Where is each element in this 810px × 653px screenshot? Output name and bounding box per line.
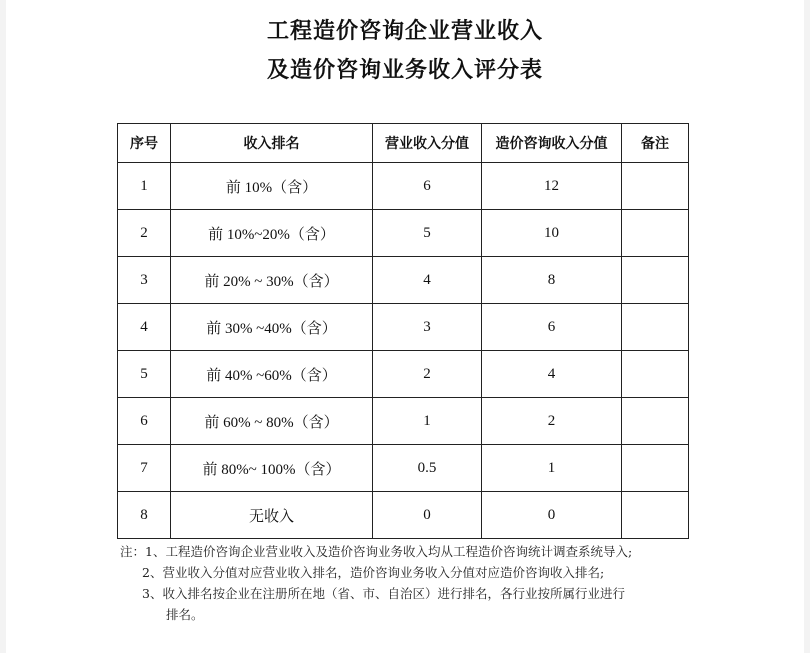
note-line-4: 排名。: [166, 607, 204, 622]
cell-business-score: 3: [373, 304, 482, 351]
note-text-1: 1、工程造价咨询企业营业收入及造价咨询业务收入均从工程造价咨询统计调查系统导入;: [145, 544, 633, 559]
cell-index: 4: [118, 304, 171, 351]
cell-index: 7: [118, 445, 171, 492]
header-business-score: 营业收入分值: [373, 124, 482, 163]
cell-remark: [622, 445, 689, 492]
cell-index: 6: [118, 398, 171, 445]
cell-consulting-score: 6: [482, 304, 622, 351]
cell-remark: [622, 257, 689, 304]
cell-remark: [622, 492, 689, 539]
table-row: [118, 257, 689, 304]
cell-rank: 前 20% ~ 30%（含）: [171, 257, 373, 304]
cell-rank: 前 80%~ 100%（含）: [171, 445, 373, 492]
cell-consulting-score: 12: [482, 163, 622, 210]
cell-rank: 前 10%（含）: [171, 163, 373, 210]
cell-consulting-score: 0: [482, 492, 622, 539]
note-prefix: 注：: [120, 544, 146, 559]
cell-index: 5: [118, 351, 171, 398]
cell-rank: 无收入: [171, 492, 373, 539]
header-consulting-score: 造价咨询收入分值: [482, 124, 622, 163]
cell-consulting-score: 8: [482, 257, 622, 304]
note-line-1: [120, 541, 700, 562]
cell-business-score: 6: [373, 163, 482, 210]
note-line-3: 3、收入排名按企业在注册所在地（省、市、自治区）进行排名，各行业按所属行业进行: [142, 586, 625, 601]
table-row: [118, 492, 689, 539]
cell-business-score: 4: [373, 257, 482, 304]
cell-index: 2: [118, 210, 171, 257]
cell-remark: [622, 304, 689, 351]
table-row: [118, 445, 689, 492]
score-table: [117, 123, 689, 539]
note-line-2: 2、营业收入分值对应营业收入排名，造价咨询业务收入分值对应造价咨询收入排名;: [142, 565, 605, 580]
header-rank: 收入排名: [171, 124, 373, 163]
cell-business-score: 0: [373, 492, 482, 539]
document-title-line1: 工程造价咨询企业营业收入: [266, 18, 543, 44]
cell-business-score: 0.5: [373, 445, 482, 492]
table-row: [118, 210, 689, 257]
document-title-line2: 及造价咨询业务收入评分表: [266, 57, 543, 83]
cell-index: 1: [118, 163, 171, 210]
cell-rank: 前 60% ~ 80%（含）: [171, 398, 373, 445]
cell-rank: 前 40% ~60%（含）: [171, 351, 373, 398]
cell-remark: [622, 398, 689, 445]
cell-index: 8: [118, 492, 171, 539]
cell-remark: [622, 210, 689, 257]
table-row: [118, 351, 689, 398]
cell-business-score: 5: [373, 210, 482, 257]
cell-business-score: 1: [373, 398, 482, 445]
table-header-row: [118, 124, 689, 163]
cell-remark: [622, 163, 689, 210]
header-index: 序号: [118, 124, 171, 163]
cell-consulting-score: 1: [482, 445, 622, 492]
cell-consulting-score: 4: [482, 351, 622, 398]
cell-consulting-score: 2: [482, 398, 622, 445]
cell-business-score: 2: [373, 351, 482, 398]
cell-rank: 前 30% ~40%（含）: [171, 304, 373, 351]
cell-index: 3: [118, 257, 171, 304]
notes-section: [120, 541, 700, 625]
cell-remark: [622, 351, 689, 398]
table-row: [118, 304, 689, 351]
table-row: [118, 398, 689, 445]
header-remark: 备注: [622, 124, 689, 163]
table-row: [118, 163, 689, 210]
cell-consulting-score: 10: [482, 210, 622, 257]
cell-rank: 前 10%~20%（含）: [171, 210, 373, 257]
